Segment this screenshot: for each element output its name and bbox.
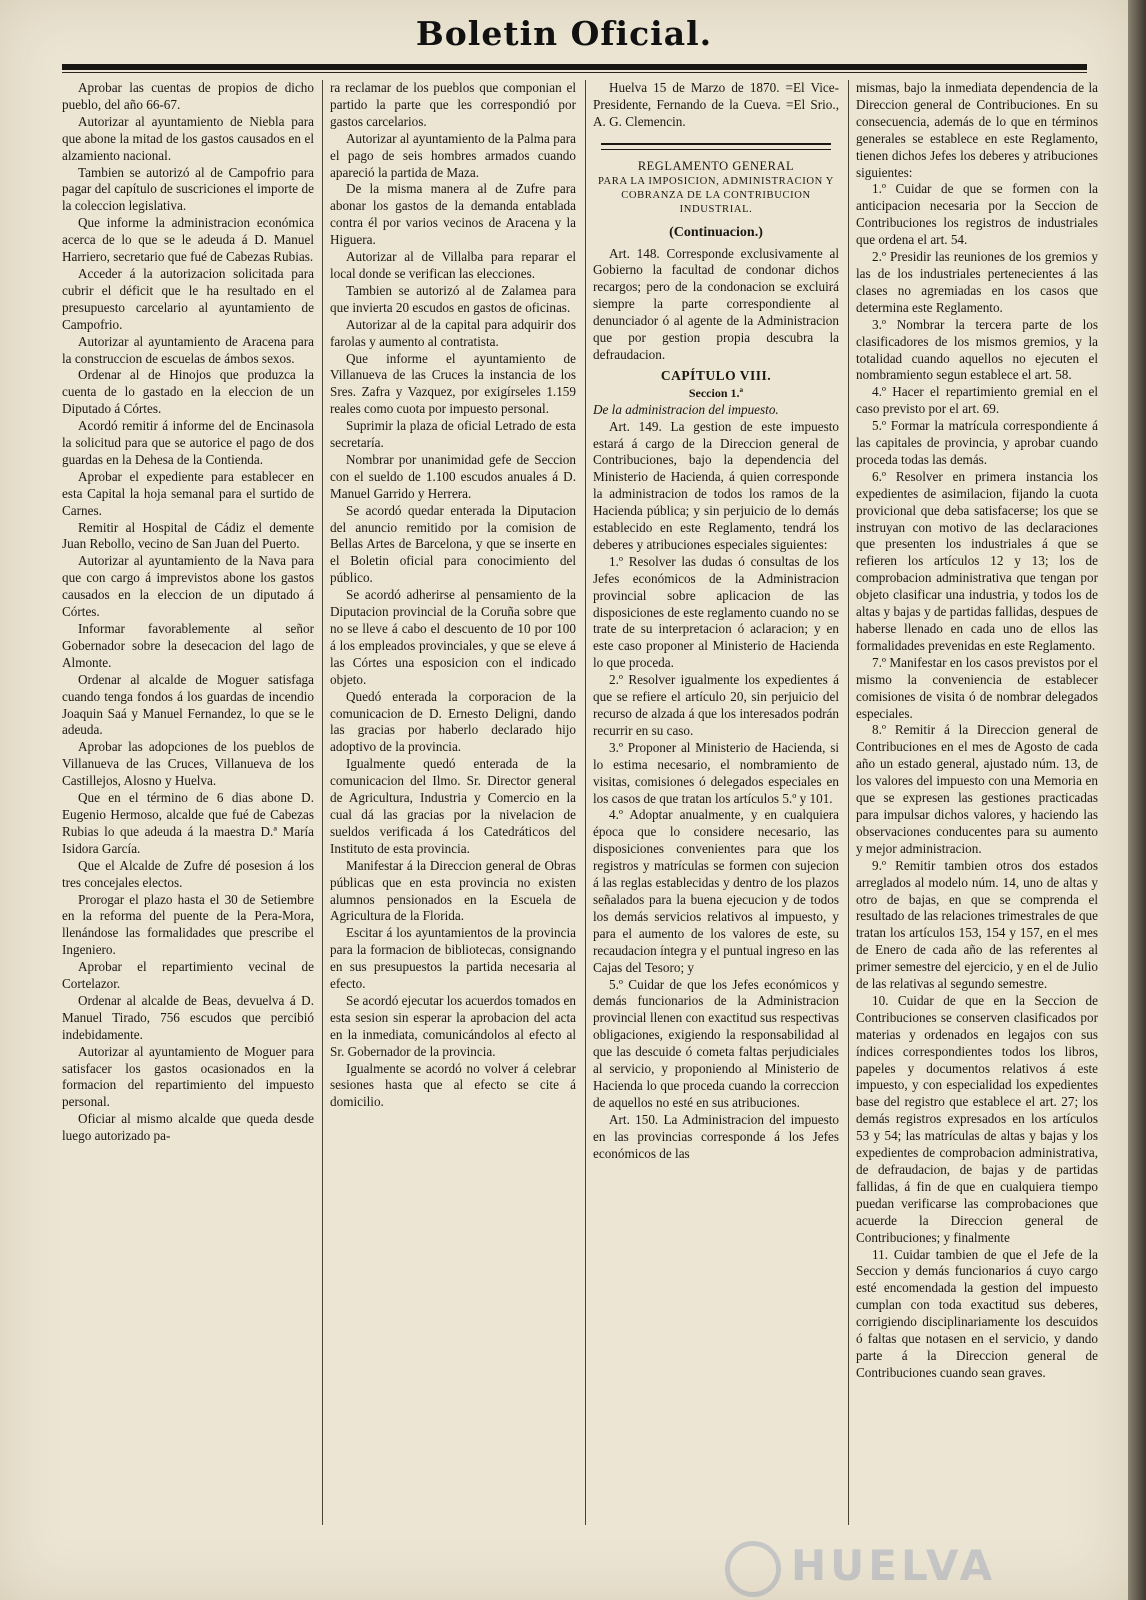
paragraph: Nombrar por unanimidad gefe de Seccion con el sueldo de 1.100 escudos anuales á D. Manuel Garrido y Herrera.	[330, 451, 576, 501]
paragraph: Igualmente quedó enterada de la comunicacion del Ilmo. Sr. Director general de Agricultura, Industria y Comercio en la cual dá las gracias por la nivelacion de sueldos verificada á los Catedráticos del Instituto de esta provincia.	[330, 756, 576, 856]
section-rule	[601, 143, 831, 150]
paragraph: 9.º Remitir tambien otros dos estados arreglados al modelo núm. 14, uno de altas y otro de bajas, en que se comprenda el resultado de las relaciones trimestrales de que tratan los artículos 153, 154 y 157, en el mes de Enero de cada año de las referentes al primer semestre del ejercicio, y en el de Julio de las relativas al segundo semestre.	[856, 857, 1098, 992]
paragraph: Suprimir la plaza de oficial Letrado de esta secretaría.	[330, 418, 576, 451]
paragraph: Aprobar el expediente para establecer en esta Capital la hoja semanal para el surtido de Carnes.	[62, 468, 314, 518]
paragraph: Remitir al Hospital de Cádiz el demente Juan Rebollo, vecino de San Juan del Puerto.	[62, 519, 314, 552]
paragraph: mismas, bajo la inmediata dependencia de la Direccion general de Contribuciones. En su consecuencia, además de lo que en términos generales se establece en este Reglamento, tienen dichos Jefes los deberes y atribuciones siguientes:	[856, 80, 1098, 180]
paragraph: Ordenar al alcalde de Moguer satisfaga cuando tenga fondos á los guardas de incendio Joaquin Saá y Manuel Fernandez, lo que se le adeuda.	[62, 671, 314, 738]
paragraph: Manifestar á la Direccion general de Obras públicas que en esta provincia no existen alumnos pensionados en la Escuela de Agricultura de la Florida.	[330, 857, 576, 924]
column-2	[330, 80, 576, 1540]
paragraph: De la misma manera al de Zufre para abonar los gastos de la demanda entablada contra él por varios vecinos de Aracena y la Higuera.	[330, 181, 576, 248]
masthead-rule	[62, 64, 1087, 70]
column-divider	[322, 80, 323, 1525]
paragraph: Art. 149. La gestion de este impuesto estará á cargo de la Direccion general de Contribuciones, bajo la dependencia del Ministerio de Hacienda, á quien corresponde la administracion de todos los ramos de la Hacienda pública; y sin perjuicio de lo demás establecido en este Reglamento, tendrá los deberes y atribuciones especiales siguientes:	[593, 418, 839, 552]
paragraph: 1.º Cuidar de que se formen con la anticipacion necesaria por la Seccion de Contribuciones los registros de industriales que ordena el art. 54.	[856, 181, 1098, 248]
paragraph: Quedó enterada la corporacion de la comunicacion de D. Ernesto Deligni, dando las gracias por haberlo declarado hijo adoptivo de la provincia.	[330, 688, 576, 755]
seal-icon	[725, 1541, 781, 1597]
paragraph: Autorizar al ayuntamiento de Niebla para que abone la mitad de los gastos causados en el alzamiento nacional.	[62, 113, 314, 163]
column-4	[856, 80, 1098, 1540]
paragraph: Aprobar las cuentas de propios de dicho pueblo, del año 66-67.	[62, 80, 314, 112]
paragraph: 8.º Remitir á la Direccion general de Contribuciones en el mes de Agosto de cada año un estado general, ajustado núm. 13, de los valores del impuesto con una Memoria en que se expresen las gestiones practicadas para impulsar dichos valores, y haciendo las observaciones conducentes para su aumento y mejor administracion.	[856, 722, 1098, 856]
paragraph: Prorogar el plazo hasta el 30 de Setiembre en la reforma del puente de la Pera-Mora, llenándose las formalidades que prescribe el Ingeniero.	[62, 891, 314, 958]
section-heading: Seccion 1.ª	[688, 385, 744, 400]
watermark-text: HUELVA	[791, 1541, 997, 1590]
paragraph: 10. Cuidar de que en la Seccion de Contribuciones se conserven clasificados por materias y ordenados en legajos con sus índices correspondientes todos los libros, papeles y documentos relativos á este impuesto, y con especialidad los expedientes base del registro que establece el art. 27; los demás registros expresados en los artículos 53 y 54; las matrículas de altas y bajas y los expedientes de comprobacion administrativa, de defraudacion, de bajas y de partidas fallidas, á fin de que en cualquiera tiempo puedan verificarse las comprobaciones que acuerde la Direccion general de Contribuciones; y finalmente	[856, 992, 1098, 1245]
masthead-rule-thin	[62, 72, 1087, 73]
paragraph: Que informe la administracion económica acerca de lo que se le adeuda á D. Manuel Harriero, secretario que fué de Cabezas Rubias.	[62, 215, 314, 265]
paragraph: Autorizar al ayuntamiento de Aracena para la construccion de escuelas de ámbos sexos.	[62, 333, 314, 366]
paragraph: 2.º Presidir las reuniones de los gremios y las de los industriales pertenecientes á las clases no agremiadas en los casos que determina este Reglamento.	[856, 249, 1098, 315]
paragraph: Que informe el ayuntamiento de Villanueva de las Cruces la instancia de los Sres. Zafra y Vazquez, por exigírseles 1.159 reales como cuota por impuesto personal.	[330, 350, 576, 417]
continuation-label: (Continuacion.)	[669, 224, 763, 240]
column-divider	[585, 80, 586, 1525]
paragraph: Aprobar el repartimiento vecinal de Cortelazor.	[62, 959, 314, 992]
paragraph: Se acordó quedar enterada la Diputacion del anuncio remitido por la comision de Bellas Artes de Barcelona, y que se inserte en el Boletin oficial para conocimiento del público.	[330, 502, 576, 586]
column-3	[593, 80, 839, 1540]
chapter-heading: CAPÍTULO VIII.	[660, 367, 772, 383]
paragraph: Autorizar al de Villalba para reparar el local donde se verifican las elecciones.	[330, 249, 576, 281]
column-divider	[848, 80, 849, 1525]
paragraph: 7.º Manifestar en los casos previstos por el mismo la conveniencia de establecer comisiones de visita ó de nombrar delegados especiales.	[856, 654, 1098, 721]
paragraph: Acceder á la autorizacion solicitada para cubrir el déficit que le ha resultado en el presupuesto carcelario al ayuntamiento de Campofrio.	[62, 265, 314, 332]
paragraph: 2.º Resolver igualmente los expedientes á que se refiere el artículo 20, sin perjuicio del recurso de alzada á que los interesados podrán recurrir en su caso.	[593, 672, 839, 738]
paragraph: Acordó remitir á informe del de Encinasola la solicitud para que se autorice el pago de dos guardas en la Dehesa de la Contienda.	[62, 418, 314, 467]
paragraph: Autorizar al de la capital para adquirir dos farolas y aumento al contratista.	[330, 316, 576, 349]
paragraph: 1.º Resolver las dudas ó consultas de los Jefes económicos de la Administracion provincial sobre aplicacion de las disposiciones de este reglamento cuando no se trate de su interpretacion ó aclaracion; y en este caso proponer al Ministerio de Hacienda lo que proceda.	[593, 553, 839, 671]
signature-block: Huelva 15 de Marzo de 1870. =El Vice-Presidente, Fernando de la Cueva. =El Srio., A. G. Clemencin.	[593, 80, 839, 129]
paragraph: Art. 150. La Administracion del impuesto en las provincias corresponde á los Jefes económicos de las	[593, 1111, 839, 1161]
paragraph: Ordenar al de Hinojos que produzca la cuenta de lo gastado en la eleccion de un Diputado á Córtes.	[62, 367, 314, 417]
masthead-title: Boletin Oficial.	[415, 14, 713, 53]
paragraph: ra reclamar de los pueblos que componian el partido la parte que les correspondió por gastos carcelarios.	[330, 80, 576, 129]
paragraph: Oficiar al mismo alcalde que queda desde luego autorizado pa-	[62, 1111, 314, 1144]
paragraph: Ordenar al alcalde de Beas, devuelva á D. Manuel Tirado, 756 escudos que percibió indebidamente.	[62, 992, 314, 1042]
paragraph: Que en el término de 6 dias abone D. Eugenio Hermoso, alcalde que fué de Cabezas Rubias lo que adeuda á la maestra D.ª María Isidora García.	[62, 790, 314, 856]
column-1	[62, 80, 314, 1540]
paragraph: Autorizar al ayuntamiento de la Nava para que con cargo á imprevistos abone los gastos causados en la eleccion de un diputado á Córtes.	[62, 553, 314, 620]
paragraph: Autorizar al ayuntamiento de Moguer para satisfacer los gastos ocasionados en la formacion del repartimiento del impuesto personal.	[62, 1043, 314, 1110]
paragraph: Se acordó ejecutar los acuerdos tomados en esta sesion sin esperar la aprobacion del acta en la inmediata, comunicándolos al efecto al Sr. Gobernador de la provincia.	[330, 992, 576, 1059]
paragraph: 4.º Adoptar anualmente, y en cualquiera época que lo considere necesario, las disposiciones convenientes para que los registros y matrículas se formen con sujecion á las reglas establecidas y dentro de los plazos señalados para la buena ejecucion y de todos los demás servicios relativos al impuesto, y para el aumento de los valores de este, su recaudacion íntegra y el puntual ingreso en las Cajas del Tesoro; y	[593, 807, 839, 975]
paragraph: Aprobar las adopciones de los pueblos de Villanueva de las Cruces, Villanueva de los Castillejos, Alosno y Huelva.	[62, 739, 314, 789]
paragraph: Autorizar al ayuntamiento de la Palma para el pago de seis hombres armados cuando apareció la partida de Maza.	[330, 130, 576, 180]
article-148: Art. 148. Corresponde exclusivamente al Gobierno la facultad de condonar dichos recargos; pero de la condonacion se excluirá siempre la parte correspondiente al denunciador ó al agente de la Administracion que por gestion propia descubra la defraudacion.	[593, 245, 839, 362]
regulation-title: REGLAMENTO GENERAL	[637, 158, 795, 173]
paragraph: 5.º Cuidar de que los Jefes económicos y demás funcionarios de la Administracion provincial llenen con exactitud sus respectivas obligaciones, exigiendo la responsabilidad al que las descuide ó cometa faltas perjudiciales al servicio, y proponiendo al Ministerio de Hacienda lo que proceda cuando la correccion de aquellos no esté en sus atribuciones.	[593, 976, 839, 1110]
page-edge	[1128, 0, 1146, 1600]
paragraph: 6.º Resolver en primera instancia los expedientes de asimilacion, fijando la cuota provicional que deba satisfacerse; los que se instruyan con motivo de las declaraciones que presenten los industriales á que se refieren los artículos 12 y 13; los de comprobacion administrativa que tengan por objeto clasificar una industria, y todos los de altas y bajas y de partidas fallidas, despues de haberse llenado en cada uno de ellos las formalidades prevenidas en este Reglamento.	[856, 468, 1098, 653]
paragraph: Escitar á los ayuntamientos de la provincia para la formacion de bibliotecas, consignando en sus presupuestos la partida necesaria al efecto.	[330, 925, 576, 992]
paragraph: 11. Cuidar tambien de que el Jefe de la Seccion y demás funcionarios á cuyo cargo esté encomendada la gestion del impuesto cumplan con toda exactitud sus deberes, corrigiendo disciplinariamente los descuidos ó faltas que notasen en el servicio, y dando parte á la Direccion general de Contribuciones cuando sean graves.	[856, 1246, 1098, 1380]
paragraph: Se acordó adherirse al pensamiento de la Diputacion provincial de la Coruña sobre que no se lleve á cabo el descuento de 10 por 100 á los empleados provinciales, y que se eleve á las Córtes una esposicion con el indicado objeto.	[330, 587, 576, 687]
section-title: De la administracion del impuesto.	[593, 401, 779, 417]
paragraph: Igualmente se acordó no volver á celebrar sesiones hasta que al efecto se cite á domicilio.	[330, 1060, 576, 1110]
paragraph: Tambien se autorizó al de Campofrio para pagar del capítulo de suscriciones el importe de la coleccion legislativa.	[62, 164, 314, 214]
archive-watermark	[725, 1538, 1055, 1594]
paragraph: Tambien se autorizó al de Zalamea para que invierta 20 escudos en gastos de oficinas.	[330, 282, 576, 315]
paragraph: Informar favorablemente al señor Gobernador sobre la desecacion del lago de Almonte.	[62, 621, 314, 670]
paragraph: Que el Alcalde de Zufre dé posesion á los tres concejales electos.	[62, 857, 314, 890]
regulation-subtitle: PARA LA IMPOSICION, ADMINISTRACION Y COBRANZA DE LA CONTRIBUCION INDUSTRIAL.	[598, 175, 834, 215]
paragraph: 3.º Nombrar la tercera parte de los clasificadores de los mismos gremios, y la totalidad cuando aquellos no ejecuten el nombramiento segun establece el art. 58.	[856, 316, 1098, 383]
paragraph: 5.º Formar la matrícula correspondiente á las capitales de provincia, y aprobar cuando proceda todas las demás.	[856, 418, 1098, 467]
paragraph: 4.º Hacer el repartimiento gremial en el caso previsto por el art. 69.	[856, 384, 1098, 417]
paragraph: 3.º Proponer al Ministerio de Hacienda, si lo estima necesario, el nombramiento de visitas, comisiones ó delegados especiales en los casos de que tratan los artículos 5.º y 101.	[593, 739, 839, 806]
